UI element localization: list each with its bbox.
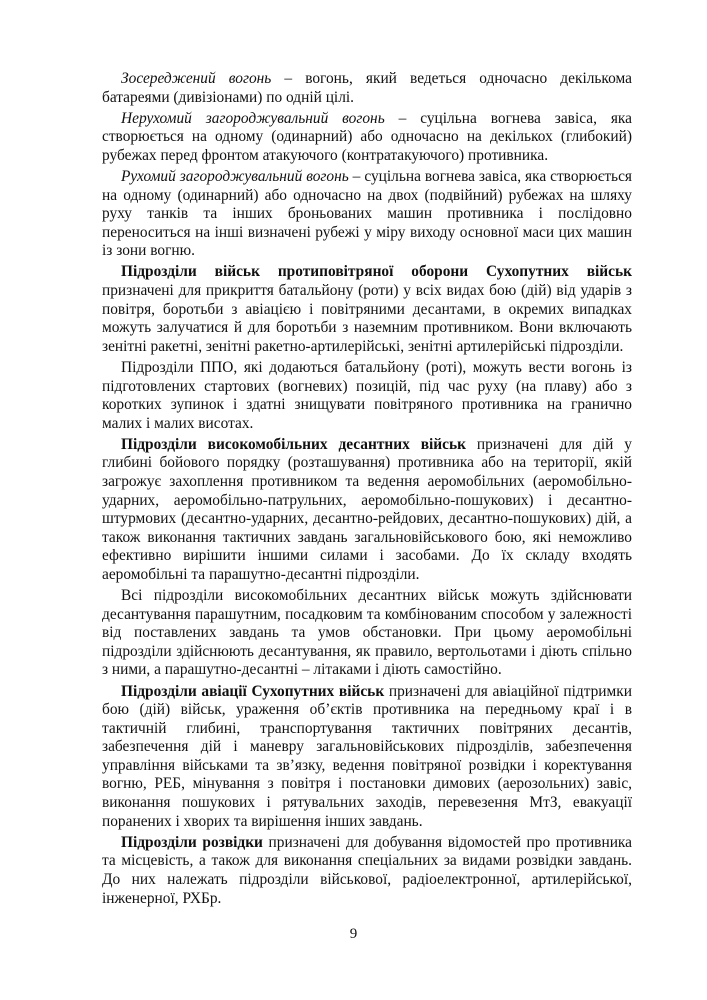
document-body — [102, 70, 632, 911]
paragraph-air-defense-capabilities — [102, 359, 632, 433]
paragraph-term: Рухомий загороджувальний вогонь — [121, 167, 349, 185]
paragraph-term: Підрозділи військ протиповітряної оборони Сухопутних військ — [121, 263, 632, 281]
paragraph-text: призначені для прикриття батальйону (роти) у всіх видах бою (дій) від ударів з повітря, боротьби з авіацією і повітряними десантами, в окремих випадках можуть залучатися й для боротьби з наземним противником. Вони включають зенітні ракетні, зенітні ракетно-артилерійські, зенітні артилерійські підрозділи. — [102, 282, 632, 355]
paragraph-term: Зосереджений вогонь — [121, 70, 272, 87]
paragraph-army-aviation — [102, 683, 632, 832]
paragraph-text: – суцільна вогнева завіса, яка створюється на одному (одинарний) або одночасно на двох (подвійний) рубежах на шляху руху танків та інших броньованих машин противника і послідовно переноситься на інші визначені рубежі у міру виходу основної маси цих машин із зони вогню. — [102, 167, 632, 260]
paragraph-text: – суцільна вогнева завіса, яка створюється на одному (одинарний) або одночасно на декількох (глибокий) рубежах перед фронтом атакуючого (контратакуючого) противника. — [102, 109, 632, 164]
paragraph-term: Підрозділи авіації Сухопутних військ — [121, 682, 385, 700]
paragraph-moving-barrage — [102, 168, 632, 261]
paragraph-text: – вогонь, який ведеться одночасно декількома батареями (дивізіонами) по одній цілі. — [102, 70, 632, 106]
paragraph-term: Підрозділи розвідки — [121, 833, 263, 851]
paragraph-text: призначені для дій у глибині бойового порядку (розташування) противника або на території, якій загрожує захоплення противником та ведення аеромобільних (аеромобільно-ударних, аеромобільно-патрульних, аеромобільно-пошукових) і десантно-штурмових (десантно-ударних, десантно-рейдових, десантно-пошукових) дій, а також виконання тактичних завдань загальновійськового бою, які неможливо ефективно вирішити іншими силами і засобами. До їх складу входять аеромобільні та парашутно-десантні підрозділи. — [102, 435, 632, 583]
paragraph-air-defense — [102, 263, 632, 356]
paragraph-concentrated-fire — [102, 70, 632, 107]
paragraph-text: призначені для добування відомостей про противника та місцевість, а також для виконання спеціальних за видами розвідки завдань. До них належать підрозділи військової, радіоелектронної, артилерійської, інженерної, РХБр. — [102, 833, 633, 907]
paragraph-text: Всі підрозділи високомобільних десантних військ можуть здійснювати десантування парашутним, посадковим та комбінованим способом у залежності від поставлених завдань та умов обстановки. При цьому аеромобільні підрозділи здійснюють десантування, як правило, вертольотами і діють спільно з ними, а парашутно-десантні – літаками і діють самостійно. — [102, 587, 632, 679]
paragraph-reconnaissance — [102, 834, 632, 908]
paragraph-term: Нерухомий загороджувальний вогонь — [121, 109, 385, 127]
paragraph-airmobile-troops — [102, 436, 632, 585]
paragraph-text: призначені для авіаційної підтримки бою (дій) військ, ураження об’єктів противника на передньому краї і в тактичній глибині, транспортування тактичних повітряних десантів, забезпечення дій і маневру загальновійськових підрозділів, забезпечення управління військами та зв’язку, ведення повітряної розвідки і коректування вогню, РЕБ, мінування з повітря і постановки димових (аерозольних) завіс, виконання пошукових і рятувальних заходів, перевезення МтЗ, евакуації поранених і хворих та вирішення інших завдань. — [102, 682, 632, 830]
paragraph-term: Підрозділи високомобільних десантних військ — [121, 435, 467, 453]
page-number: 9 — [349, 926, 358, 942]
paragraph-text: Підрозділи ППО, які додаються батальйону (роті), можуть вести вогонь із підготовлених стартових (вогневих) позицій, під час руху (на плаву) або з коротких зупинок і здатні знищувати повітряного противника на гранично малих і малих висотах. — [102, 358, 632, 432]
paragraph-fixed-barrage — [102, 110, 632, 166]
paragraph-landing-methods — [102, 587, 632, 680]
